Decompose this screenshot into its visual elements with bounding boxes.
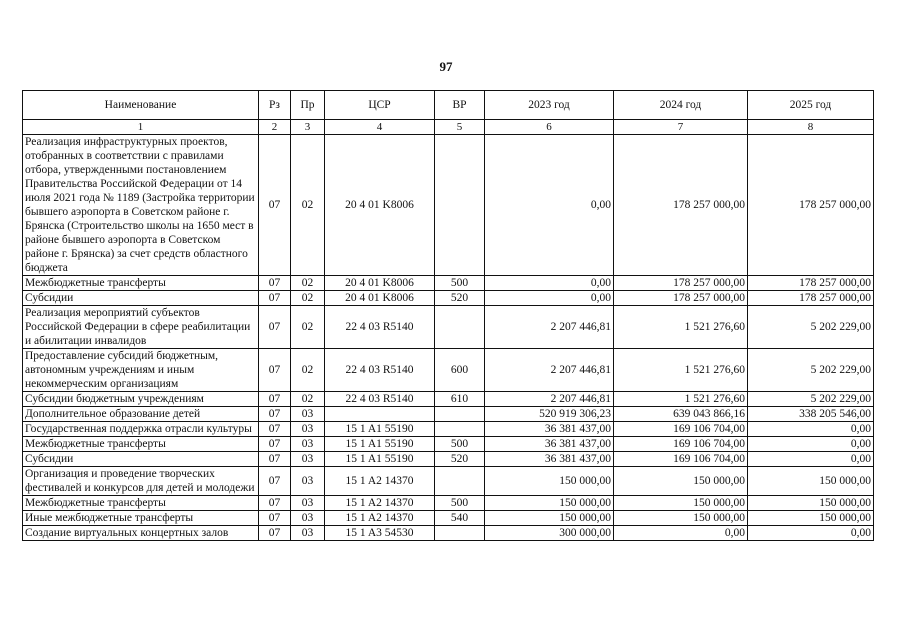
- cell-2025: 338 205 546,00: [748, 407, 874, 422]
- cell-pr: 03: [291, 511, 325, 526]
- table-row: [23, 526, 874, 541]
- cell-2024: 1 521 276,60: [614, 349, 748, 392]
- table-row: [23, 306, 874, 349]
- cell-vr: [435, 526, 485, 541]
- column-number: 4: [325, 120, 435, 135]
- header-csr: ЦСР: [325, 91, 435, 120]
- cell-2024: 150 000,00: [614, 511, 748, 526]
- cell-2023: 2 207 446,81: [485, 392, 614, 407]
- cell-2025: 150 000,00: [748, 511, 874, 526]
- cell-vr: [435, 467, 485, 496]
- cell-vr: 500: [435, 276, 485, 291]
- cell-vr: 600: [435, 349, 485, 392]
- cell-rz: 07: [259, 526, 291, 541]
- cell-csr: 20 4 01 K8006: [325, 291, 435, 306]
- table-row: [23, 467, 874, 496]
- table-row: [23, 276, 874, 291]
- cell-2024: 169 106 704,00: [614, 422, 748, 437]
- header-2023: 2023 год: [485, 91, 614, 120]
- table-row: [23, 349, 874, 392]
- cell-rz: 07: [259, 511, 291, 526]
- cell-2024: 178 257 000,00: [614, 135, 748, 276]
- cell-2025: 0,00: [748, 452, 874, 467]
- cell-2023: 0,00: [485, 135, 614, 276]
- cell-pr: 03: [291, 437, 325, 452]
- cell-rz: 07: [259, 306, 291, 349]
- column-number: 7: [614, 120, 748, 135]
- cell-2023: 520 919 306,23: [485, 407, 614, 422]
- cell-rz: 07: [259, 276, 291, 291]
- cell-csr: 15 1 A3 54530: [325, 526, 435, 541]
- table-row: [23, 407, 874, 422]
- cell-csr: 20 4 01 K8006: [325, 276, 435, 291]
- cell-pr: 03: [291, 467, 325, 496]
- cell-2024: 178 257 000,00: [614, 276, 748, 291]
- cell-csr: 15 1 A1 55190: [325, 437, 435, 452]
- table-row: [23, 452, 874, 467]
- cell-vr: 520: [435, 452, 485, 467]
- cell-csr: [325, 407, 435, 422]
- cell-name: Иные межбюджетные трансферты: [23, 511, 259, 526]
- cell-2025: 5 202 229,00: [748, 392, 874, 407]
- cell-pr: 03: [291, 407, 325, 422]
- cell-2025: 0,00: [748, 437, 874, 452]
- cell-rz: 07: [259, 496, 291, 511]
- table-row: [23, 135, 874, 276]
- cell-csr: 22 4 03 R5140: [325, 392, 435, 407]
- cell-vr: [435, 306, 485, 349]
- cell-2025: 0,00: [748, 422, 874, 437]
- header-name: Наименование: [23, 91, 259, 120]
- cell-rz: 07: [259, 467, 291, 496]
- cell-pr: 03: [291, 452, 325, 467]
- cell-pr: 02: [291, 291, 325, 306]
- cell-2025: 5 202 229,00: [748, 306, 874, 349]
- cell-2025: 178 257 000,00: [748, 276, 874, 291]
- header-pr: Пр: [291, 91, 325, 120]
- cell-name: Межбюджетные трансферты: [23, 496, 259, 511]
- cell-2023: 150 000,00: [485, 496, 614, 511]
- cell-rz: 07: [259, 135, 291, 276]
- cell-2023: 150 000,00: [485, 511, 614, 526]
- cell-name: Субсидии бюджетным учреждениям: [23, 392, 259, 407]
- header-2025: 2025 год: [748, 91, 874, 120]
- cell-name: Государственная поддержка отрасли культуры: [23, 422, 259, 437]
- cell-vr: 520: [435, 291, 485, 306]
- cell-csr: 15 1 A1 55190: [325, 422, 435, 437]
- cell-2025: 0,00: [748, 526, 874, 541]
- table-row: [23, 291, 874, 306]
- cell-2024: 169 106 704,00: [614, 437, 748, 452]
- cell-2024: 150 000,00: [614, 496, 748, 511]
- cell-2023: 36 381 437,00: [485, 422, 614, 437]
- column-number: 1: [23, 120, 259, 135]
- cell-rz: 07: [259, 422, 291, 437]
- page-number: 97: [439, 59, 453, 74]
- cell-vr: [435, 407, 485, 422]
- cell-pr: 02: [291, 135, 325, 276]
- cell-2024: 169 106 704,00: [614, 452, 748, 467]
- table-row: [23, 496, 874, 511]
- column-number: 8: [748, 120, 874, 135]
- cell-2023: 36 381 437,00: [485, 452, 614, 467]
- cell-vr: 500: [435, 437, 485, 452]
- cell-pr: 03: [291, 422, 325, 437]
- cell-rz: 07: [259, 452, 291, 467]
- cell-2024: 1 521 276,60: [614, 392, 748, 407]
- cell-pr: 03: [291, 496, 325, 511]
- cell-rz: 07: [259, 291, 291, 306]
- cell-2024: 1 521 276,60: [614, 306, 748, 349]
- column-number: 5: [435, 120, 485, 135]
- cell-2023: 0,00: [485, 276, 614, 291]
- cell-2024: 0,00: [614, 526, 748, 541]
- cell-name: Межбюджетные трансферты: [23, 437, 259, 452]
- cell-vr: 540: [435, 511, 485, 526]
- table-body: [23, 135, 874, 541]
- cell-name: Субсидии: [23, 452, 259, 467]
- cell-csr: 22 4 03 R5140: [325, 349, 435, 392]
- cell-2025: 178 257 000,00: [748, 135, 874, 276]
- cell-name: Предоставление субсидий бюджетным, автономным учреждениям и иным некоммерческим организациям: [23, 349, 259, 392]
- cell-csr: 22 4 03 R5140: [325, 306, 435, 349]
- cell-rz: 07: [259, 392, 291, 407]
- cell-2024: 150 000,00: [614, 467, 748, 496]
- cell-name: Организация и проведение творческих фестивалей и конкурсов для детей и молодежи: [23, 467, 259, 496]
- cell-2025: 150 000,00: [748, 496, 874, 511]
- table-row: [23, 437, 874, 452]
- cell-rz: 07: [259, 407, 291, 422]
- table-row: [23, 511, 874, 526]
- cell-pr: 02: [291, 276, 325, 291]
- cell-csr: 15 1 A2 14370: [325, 511, 435, 526]
- header-vr: ВР: [435, 91, 485, 120]
- cell-pr: 02: [291, 306, 325, 349]
- cell-2024: 178 257 000,00: [614, 291, 748, 306]
- table-row: [23, 392, 874, 407]
- cell-name: Субсидии: [23, 291, 259, 306]
- cell-csr: 15 1 A2 14370: [325, 467, 435, 496]
- cell-name: Реализация мероприятий субъектов Российской Федерации в сфере реабилитации и абилитации инвалидов: [23, 306, 259, 349]
- cell-2023: 300 000,00: [485, 526, 614, 541]
- cell-2025: 178 257 000,00: [748, 291, 874, 306]
- cell-name: Реализация инфраструктурных проектов, отобранных в соответствии с правилами отбора, утвержденными постановлением Правительства Российской Федерации от 14 июля 2021 года № 1189 (Застройка территории бывшего аэропорта в Советском районе г. Брянска (Строительство школы на 1650 мест в районе бывшего аэропорта в Советском районе г. Брянска) за счет средств областного бюджета: [23, 135, 259, 276]
- cell-pr: 03: [291, 526, 325, 541]
- header-2024: 2024 год: [614, 91, 748, 120]
- cell-csr: 15 1 A2 14370: [325, 496, 435, 511]
- cell-vr: 610: [435, 392, 485, 407]
- cell-vr: 500: [435, 496, 485, 511]
- table-row: [23, 422, 874, 437]
- cell-2025: 150 000,00: [748, 467, 874, 496]
- header-row: [23, 91, 874, 120]
- cell-2023: 0,00: [485, 291, 614, 306]
- cell-vr: [435, 135, 485, 276]
- cell-2024: 639 043 866,16: [614, 407, 748, 422]
- cell-2025: 5 202 229,00: [748, 349, 874, 392]
- cell-name: Создание виртуальных концертных залов: [23, 526, 259, 541]
- cell-name: Дополнительное образование детей: [23, 407, 259, 422]
- cell-2023: 150 000,00: [485, 467, 614, 496]
- column-number: 2: [259, 120, 291, 135]
- cell-rz: 07: [259, 349, 291, 392]
- cell-pr: 02: [291, 392, 325, 407]
- cell-vr: [435, 422, 485, 437]
- column-number: 6: [485, 120, 614, 135]
- header-rz: Рз: [259, 91, 291, 120]
- cell-2023: 2 207 446,81: [485, 349, 614, 392]
- cell-2023: 36 381 437,00: [485, 437, 614, 452]
- cell-csr: 20 4 01 K8006: [325, 135, 435, 276]
- cell-2023: 2 207 446,81: [485, 306, 614, 349]
- cell-rz: 07: [259, 437, 291, 452]
- cell-name: Межбюджетные трансферты: [23, 276, 259, 291]
- cell-pr: 02: [291, 349, 325, 392]
- budget-table: [22, 90, 874, 541]
- cell-csr: 15 1 A1 55190: [325, 452, 435, 467]
- column-number-row: [23, 120, 874, 135]
- column-number: 3: [291, 120, 325, 135]
